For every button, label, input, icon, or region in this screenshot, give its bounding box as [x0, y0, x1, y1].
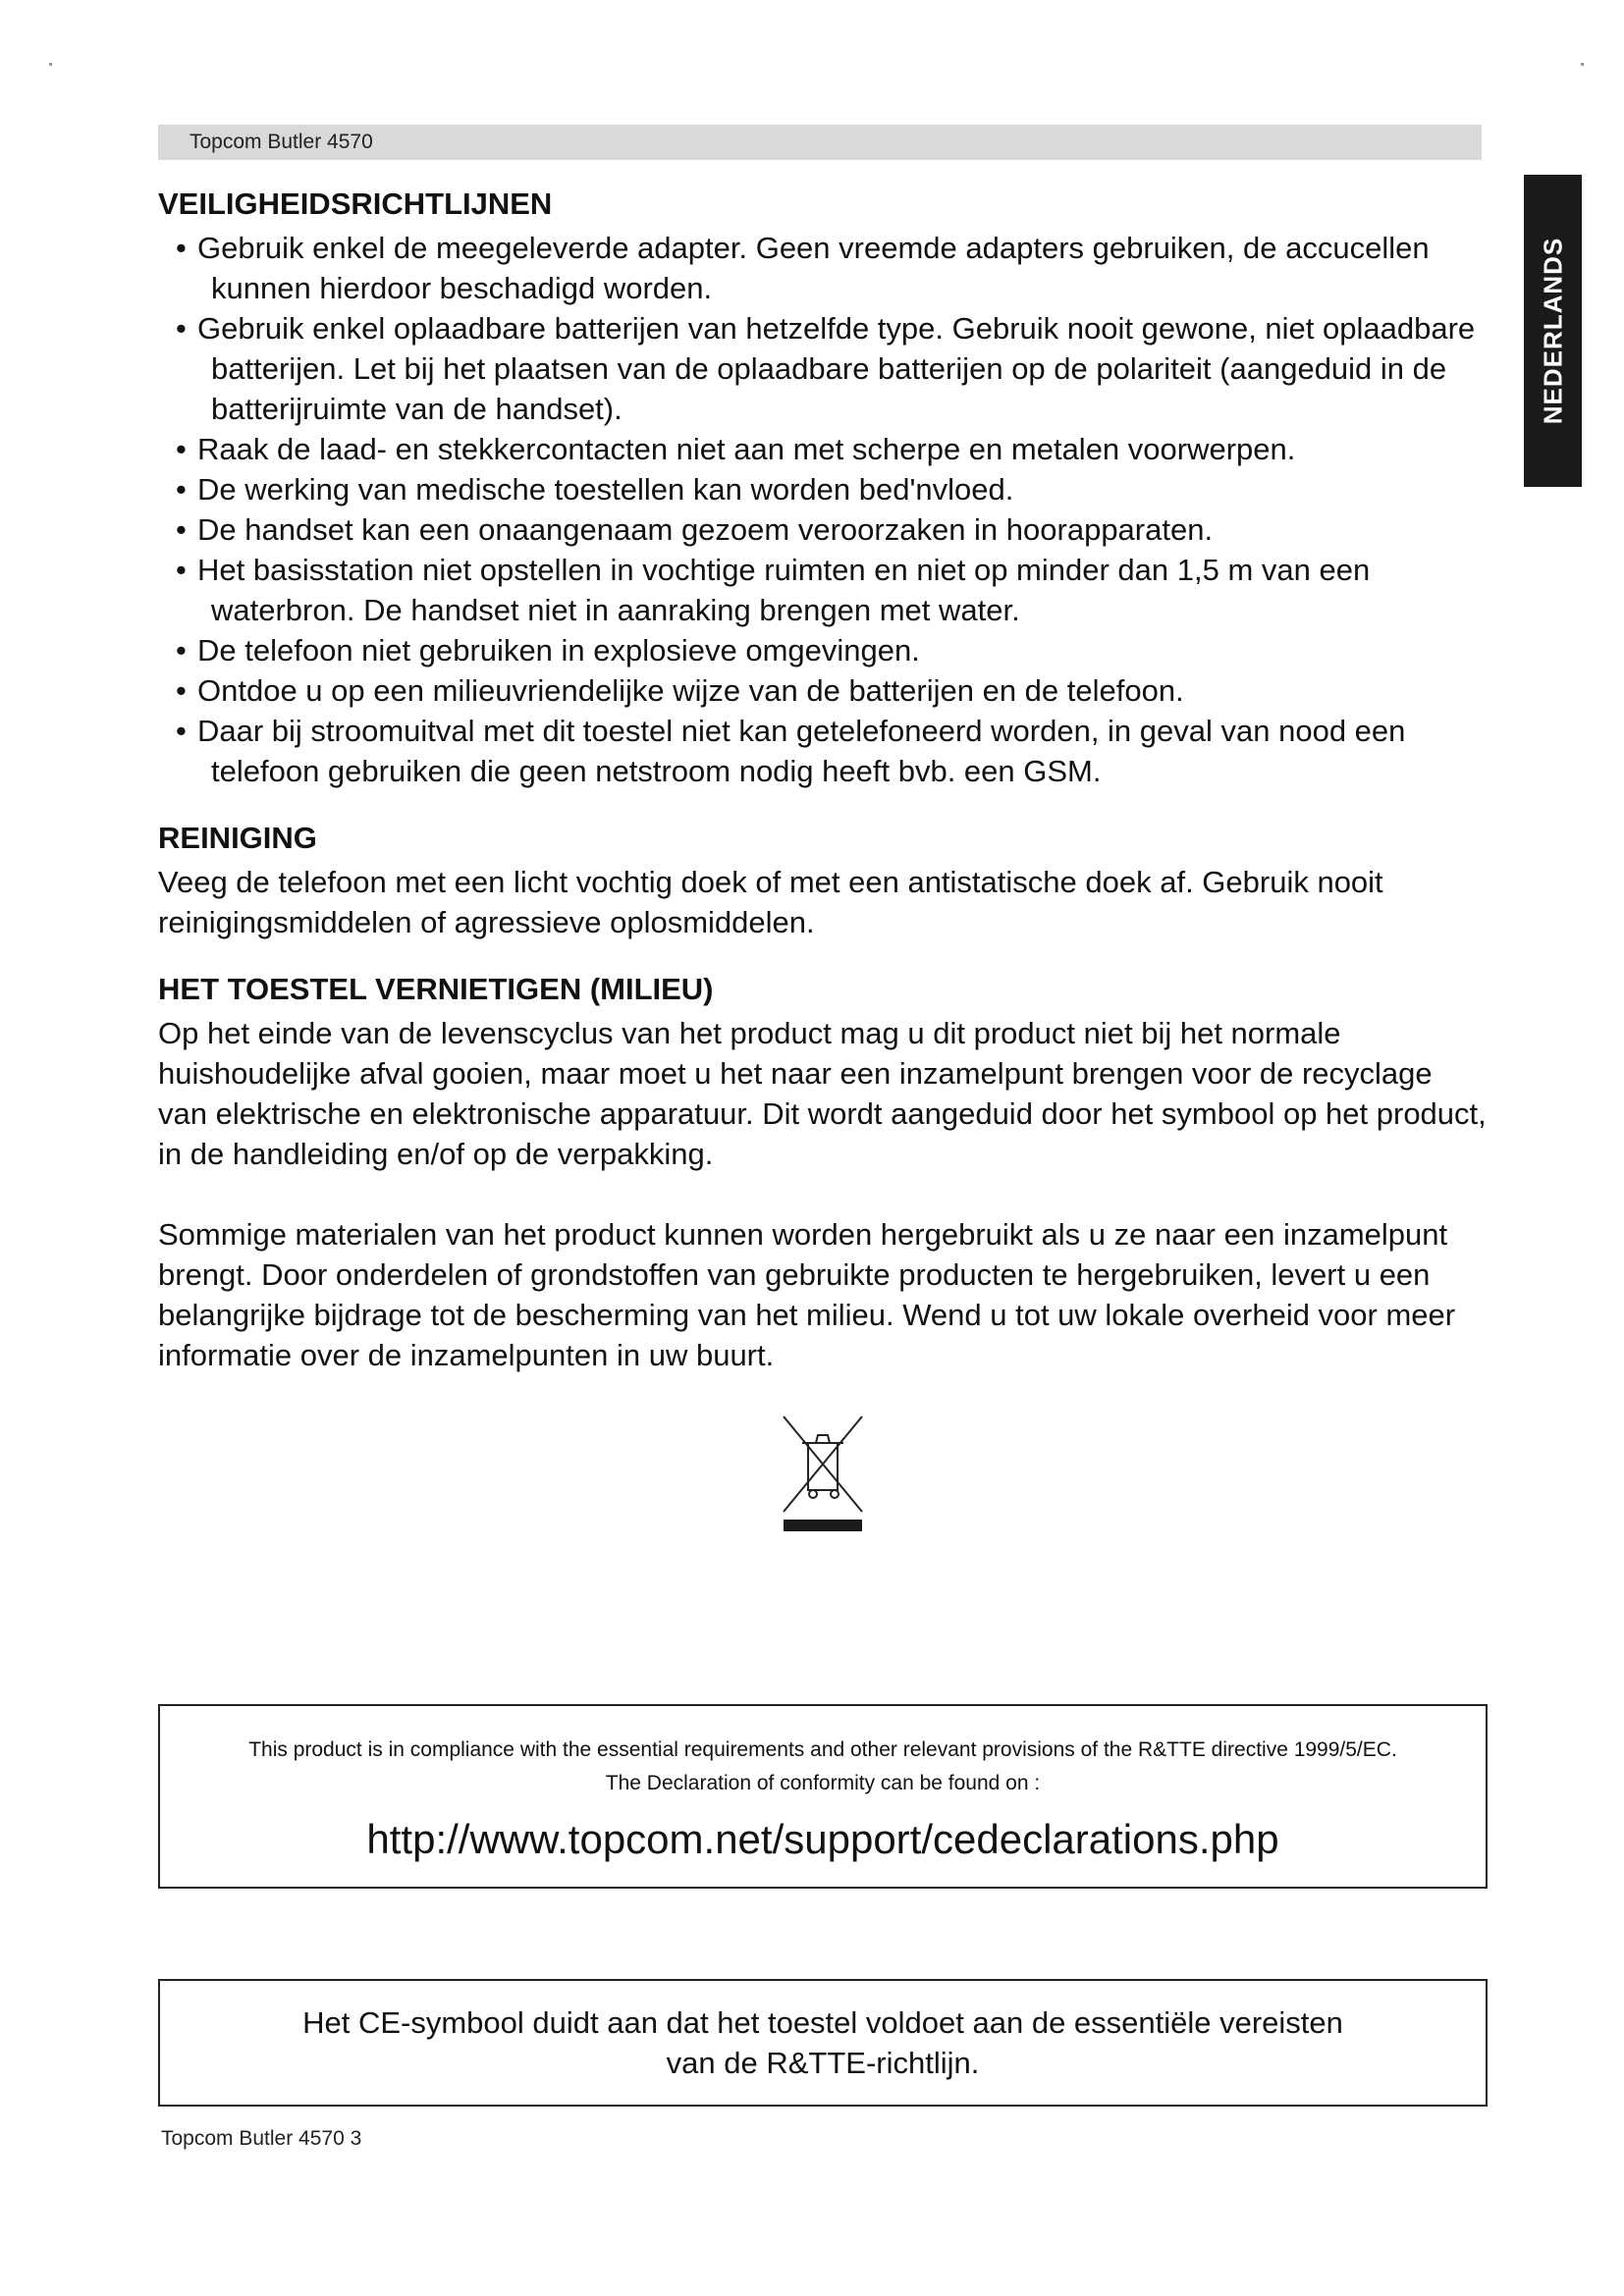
page-header-bar: [158, 125, 1482, 160]
safety-item: • Gebruik enkel de meegeleverde adapter. Geen vreemde adapters gebruiken, de accucellen kunnen hierdoor beschadigd worden.: [158, 228, 1489, 308]
cleaning-section: [158, 821, 1489, 942]
ce-notice-line-2: van de R&TTE-richtlijn.: [666, 2046, 980, 2080]
safety-item: • Gebruik enkel oplaadbare batterijen van hetzelfde type. Gebruik nooit gewone, niet oplaadbare batterijen. Let bij het plaatsen van de oplaadbare batterijen op de polariteit (aangeduid in de batterijruimte van de handset).: [158, 308, 1489, 429]
compliance-line-2: The Declaration of conformity can be found on :: [605, 1772, 1041, 1794]
safety-item: • Raak de laad- en stekkercontacten niet aan met scherpe en metalen voorwerpen.: [158, 429, 1489, 469]
page-footer: Topcom Butler 4570 3: [161, 2127, 362, 2150]
safety-item: • Het basisstation niet opstellen in vochtige ruimten en niet op minder dan 1,5 m van een waterbron. De handset niet in aanraking brengen met water.: [158, 550, 1489, 630]
scan-mark-right: [1581, 63, 1584, 66]
cleaning-heading: REINIGING: [158, 821, 317, 855]
safety-item: • Daar bij stroomuitval met dit toestel niet kan getelefoneerd worden, in geval van nood een telefoon gebruiken die geen netstroom nodig heeft bvb. een GSM.: [158, 711, 1489, 791]
safety-list: [158, 228, 1489, 791]
safety-heading: VEILIGHEIDSRICHTLIJNEN: [158, 187, 553, 221]
safety-item: • De werking van medische toestellen kan worden bed'nvloed.: [158, 469, 1489, 509]
safety-item: • De handset kan een onaangenaam gezoem veroorzaken in hoorapparaten.: [158, 509, 1489, 550]
safety-section: [158, 187, 1489, 791]
declaration-url[interactable]: http://www.topcom.net/support/cedeclarations.php: [366, 1816, 1279, 1862]
safety-item: • Ontdoe u op een milieuvriendelijke wijze van de batterijen en de telefoon.: [158, 670, 1489, 711]
disposal-section: [158, 972, 1489, 1375]
weee-crossed-bin-icon: [779, 1414, 867, 1536]
disposal-paragraph-2: Sommige materialen van het product kunnen worden hergebruikt als u ze naar een inzamelpunt brengt. Door onderdelen of grondstoffen van gebruikte producten te hergebruiken, levert u een belangrijke bijdrage tot de bescherming van het milieu. Wend u tot uw lokale overheid voor meer informatie over de inzamelpunten in uw buurt.: [158, 1217, 1456, 1372]
cleaning-text: Veeg de telefoon met een licht vochtig doek of met een antistatische doek af. Gebruik nooit reinigingsmiddelen of agressieve oplosmiddelen.: [158, 865, 1383, 939]
disposal-paragraph-1: Op het einde van de levenscyclus van het product mag u dit product niet bij het normale huishoudelijke afval gooien, maar moet u het naar een inzamelpunt brengen voor de recyclage van elektrische en elektronische apparatuur. Dit wordt aangeduid door het symbool op het product, in de handleiding en/of op de verpakking.: [158, 1016, 1487, 1171]
side-tab-label: NEDERLANDS: [1538, 237, 1567, 425]
scan-mark-left: [49, 63, 52, 66]
ce-notice-line-1: Het CE-symbool duidt aan dat het toestel voldoet aan de essentiële vereisten: [302, 2005, 1343, 2040]
disposal-heading: HET TOESTEL VERNIETIGEN (MILIEU): [158, 972, 714, 1006]
safety-item: • De telefoon niet gebruiken in explosieve omgevingen.: [158, 630, 1489, 670]
compliance-line-1: This product is in compliance with the essential requirements and other relevant provisions of the R&TTE directive 1999/5/EC.: [248, 1738, 1397, 1761]
language-side-tab: [1524, 175, 1582, 487]
ce-notice-box: [158, 1979, 1488, 2107]
compliance-box: [158, 1704, 1488, 1889]
header-title: Topcom Butler 4570: [189, 131, 373, 153]
page-content: [158, 187, 1489, 1375]
